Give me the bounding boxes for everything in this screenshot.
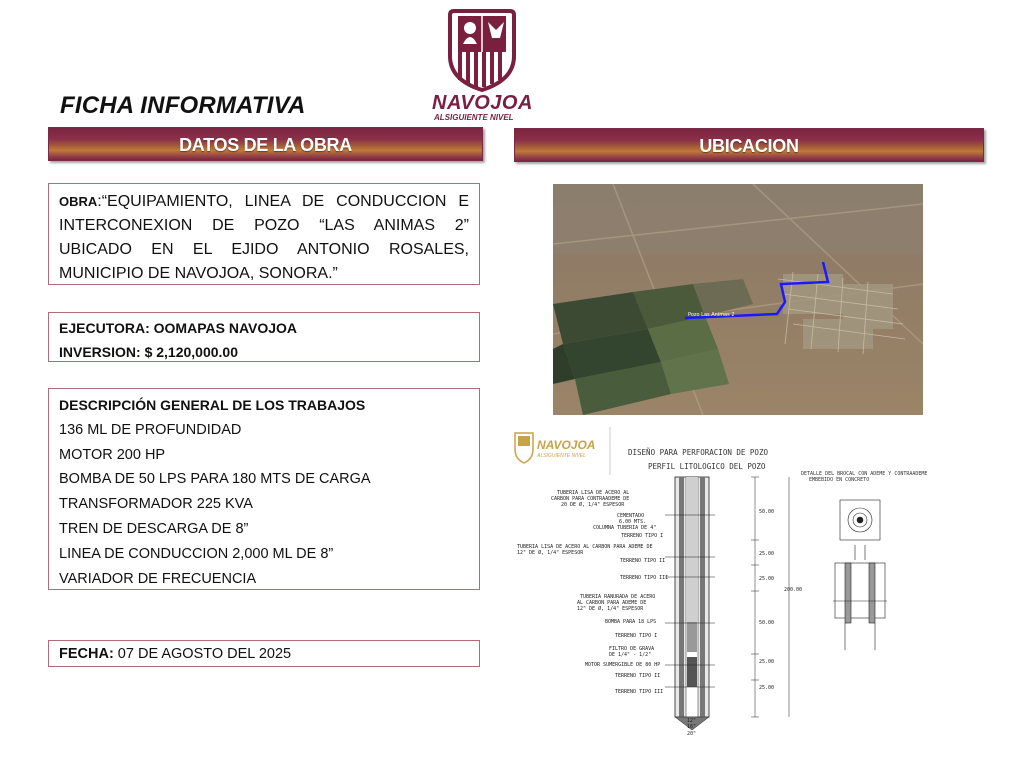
well-diagram [505,425,950,737]
diagram-subtitle: PERFIL LITOLOGICO DEL POZO [648,462,766,471]
dim-label: 50.00 [759,509,775,515]
svg-text:16": 16" [687,724,697,730]
datos-banner: DATOS DE LA OBRA [48,127,483,161]
well-column [665,477,715,730]
diagram-label: TERRENO TIPO I [621,533,664,539]
diagram-label: TUBERIA LISA DE ACERO AL [557,490,630,496]
diagram-logo-tagline: ALSIGUIENTE NIVEL [537,453,586,459]
detail-title: DETALLE DEL BROCAL CON ADEME Y CONTRAADEME [801,471,928,477]
diagram-label: TUBERIA LISA DE ACERO AL CARBON PARA ADEME DE [517,544,653,550]
descripcion-box [48,388,480,590]
diagram-label: 20 DE Ø, 1/4" ESPESOR [561,502,625,508]
dim-label: 25.00 [759,551,775,557]
navojoa-logo [430,8,534,123]
map-label: Pozo Las Animas 2 [688,312,735,318]
satellite-map [553,184,923,415]
dim-label: 200.00 [784,587,803,593]
diagram-label: BOMBA PARA 18 LPS [605,619,657,625]
fecha-value: 07 DE AGOSTO DEL 2025 [113,646,292,662]
ejecutora-text: EJECUTORA: OOMAPAS NAVOJOA [59,320,298,336]
obra-text: :“EQUIPAMIENTO, LINEA DE CONDUCCION E INTERCONEXION DE POZO “LAS ANIMAS 2” UBICADO EN EL EJIDO ANTONIO ROSALES, MUNICIPIO DE NAVOJOA, SONORA.” [59,193,469,282]
obra-label: OBRA [59,194,98,209]
dim-label: 25.00 [759,685,775,691]
diagram-label: DE 1/4" - 1/2" [609,652,652,658]
diagram-label: 12" DE Ø, 1/4" ESPESOR [577,606,644,612]
diagram-logo [515,433,595,463]
page-title: FICHA INFORMATIVA [60,92,306,119]
list-item: TRANSFORMADOR 225 KVA [59,496,253,513]
diagram-logo-name: NAVOJOA [537,438,596,452]
descripcion-heading: DESCRIPCIÓN GENERAL DE LOS TRABAJOS [59,397,366,413]
diagram-label: CARBON PARA CONTRAADEME DE [551,496,630,502]
diagram-label: TERRENO TIPO III [620,575,669,581]
list-item: MOTOR 200 HP [59,446,166,463]
diagram-label: TUBERIA RANURADA DE ACERO [580,594,656,600]
dim-label: 25.00 [759,659,775,665]
list-item: VARIADOR DE FRECUENCIA [59,570,257,587]
diagram-title: DISEÑO PARA PERFORACION DE POZO [628,448,768,457]
list-item: TREN DE DESCARGA DE 8” [59,520,249,537]
diagram-label: COLUMNA TUBERIA DE 4" [593,525,657,531]
shield-icon [430,8,534,94]
diagram-label: AL CARBON PARA ADEME DE [577,600,647,606]
diagram-label: MOTOR SUMERGIBLE DE 80 HP [585,662,661,668]
list-item: LINEA DE CONDUCCION 2,000 ML DE 8” [59,545,334,562]
diagram-labels [517,490,668,695]
brocal-detail [833,500,887,650]
diagram-label: TERRENO TIPO II [615,673,661,679]
inversion-text: INVERSION: $ 2,120,000.00 [59,344,238,360]
diagram-label: TERRENO TIPO I [615,633,658,639]
detail-subtitle: EMBEBIDO EN CONCRETO [809,477,870,483]
list-item: BOMBA DE 50 LPS PARA 180 MTS DE CARGA [59,471,371,488]
fecha-box [48,640,480,667]
ubicacion-banner: UBICACION [514,128,984,162]
dim-label: 50.00 [759,620,775,626]
fecha-label: FECHA: [59,646,114,662]
dim-label: 25.00 [759,576,775,582]
logo-name: NAVOJOA [432,92,533,114]
bottom-dims [687,718,696,737]
depth-dims [751,477,802,717]
diagram-label: 12" DE Ø, 1/4" ESPESOR [517,550,584,556]
list-item: 136 ML DE PROFUNDIDAD [59,421,242,438]
diagram-label: FILTRO DE GRAVA [609,646,655,652]
ejecutora-box [48,312,480,362]
diagram-label: 6.00 MTS. [619,519,647,525]
diagram-label: TERRENO TIPO II [620,558,666,564]
diagram-label: TERRENO TIPO III [615,689,664,695]
logo-tagline: ALSIGUIENTE NIVEL [434,113,514,122]
svg-text:12": 12" [687,718,697,724]
obra-box [48,183,480,285]
svg-text:20": 20" [687,731,697,737]
diagram-label: CEMENTADO [617,513,645,519]
